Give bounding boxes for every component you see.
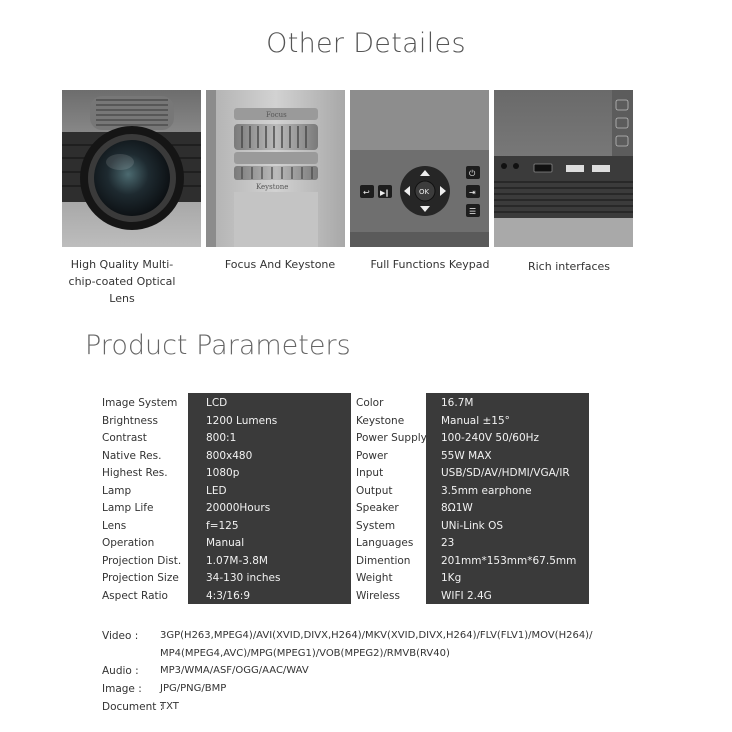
audio-formats-value: MP3/WMA/ASF/OGG/AAC/WAV [160,665,309,676]
param-value: 800x480 [206,449,253,462]
focus-keystone-photo [206,90,345,247]
param-label: Wireless [356,589,400,602]
param-value: 20000Hours [206,502,271,514]
keypad-photo [350,90,489,247]
image-formats-label: Image : [102,683,142,695]
audio-formats-label: Audio : [102,665,139,677]
param-label: Power [356,449,388,462]
param-row [356,534,589,552]
param-label: Speaker [356,502,399,514]
param-value: Manual ±15° [441,414,510,427]
param-label: Lamp Life [102,502,154,514]
param-label: Dimention [356,554,411,567]
param-label: Operation [102,537,155,549]
param-value: WIFI 2.4G [441,589,492,602]
param-label: Power Supply [356,432,427,444]
svg-text:⇥: ⇥ [469,188,476,197]
svg-text:▶‖: ▶‖ [380,189,389,197]
svg-text:☰: ☰ [469,207,477,216]
other-details-title: Other Detailes [266,28,466,59]
param-value: 201mm*153mm*67.5mm [441,554,577,567]
param-value: 34-130 inches [206,572,281,584]
param-value: 16.7M [441,397,474,409]
image-formats-value: JPG/PNG/BMP [160,683,227,694]
param-value: 3.5mm earphone [441,484,532,497]
param-label: Projection Dist. [102,554,182,567]
param-value: LCD [206,397,228,409]
param-row [102,394,351,412]
ok-button-label: OK [419,188,430,196]
caption-keypad: Full Functions Keypad [370,258,490,271]
param-value: LED [206,484,227,497]
param-value: 1200 Lumens [206,414,278,427]
document-formats-value: TXT [160,701,179,712]
product-parameters-title: Product Parameters [85,330,351,361]
param-row [102,447,351,465]
document-formats-label: Document : [102,701,164,713]
param-row [102,499,351,517]
parameters-left-table [102,393,351,604]
param-row [356,394,589,412]
param-label: Image System [102,397,178,409]
param-label: Lamp [102,484,132,497]
param-label: Output [356,484,393,497]
video-formats-line1: 3GP(H263,MPEG4)/AVI(XVID,DIVX,H264)/MKV(XVID,DIVX,H264)/FLV(FLV1)/MOV(H264)/ [160,630,593,641]
param-row [102,534,351,552]
interfaces-photo [494,90,633,247]
param-value: 4:3/16:9 [206,589,251,602]
param-label: Weight [356,572,393,584]
caption-focus-keystone: Focus And Keystone [224,258,336,271]
param-row [102,412,351,430]
param-label: Color [356,397,384,409]
param-value: 23 [441,537,455,549]
param-value: f=125 [206,519,239,532]
param-row [102,517,351,535]
param-row [102,464,351,482]
param-row [356,552,589,570]
param-row [102,429,351,447]
focus-label: Focus [266,111,287,119]
caption-optical-lens: High Quality Multi-chip-coated Optical Lens [68,258,176,305]
param-value: 800:1 [206,432,237,444]
param-row [356,482,589,500]
param-label: Highest Res. [102,467,168,479]
param-row [356,412,589,430]
param-label: Contrast [102,432,147,444]
param-value: Manual [206,537,245,549]
param-value: 1.07M-3.8M [206,554,268,567]
param-label: Projection Size [102,572,179,584]
parameters-right-table [356,393,589,604]
param-label: Languages [356,537,414,549]
lens-photo [62,90,201,247]
param-value: 55W MAX [441,449,492,462]
param-value: 8Ω1W [441,502,473,514]
param-value: UNi-Link OS [441,519,504,532]
param-label: System [356,519,396,532]
param-row [356,464,589,482]
keystone-label: Keystone [256,183,289,191]
param-row [356,429,589,447]
param-row [356,587,589,605]
video-formats-label: Video : [102,630,139,642]
param-label: Aspect Ratio [102,589,168,602]
caption-interfaces: Rich interfaces [527,260,610,273]
svg-text:⏻: ⏻ [469,169,476,178]
param-row [102,587,351,605]
param-row [102,482,351,500]
param-label: Lens [102,519,127,532]
param-label: Input [356,467,384,479]
param-row [102,552,351,570]
param-value: USB/SD/AV/HDMI/VGA/IR [441,467,570,479]
param-label: Native Res. [102,449,162,462]
param-label: Brightness [102,414,158,427]
param-row [356,447,589,465]
param-value: 100-240V 50/60Hz [441,432,540,444]
param-row [356,569,589,587]
param-value: 1Kg [441,572,462,584]
param-label: Keystone [356,414,405,427]
param-row [102,569,351,587]
param-row [356,499,589,517]
param-row [356,517,589,535]
param-value: 1080p [206,467,240,479]
video-formats-line2: MP4(MPEG4,AVC)/MPG(MPEG1)/VOB(MPEG2)/RMVB(RV40) [160,648,450,659]
svg-text:↩: ↩ [363,188,370,197]
